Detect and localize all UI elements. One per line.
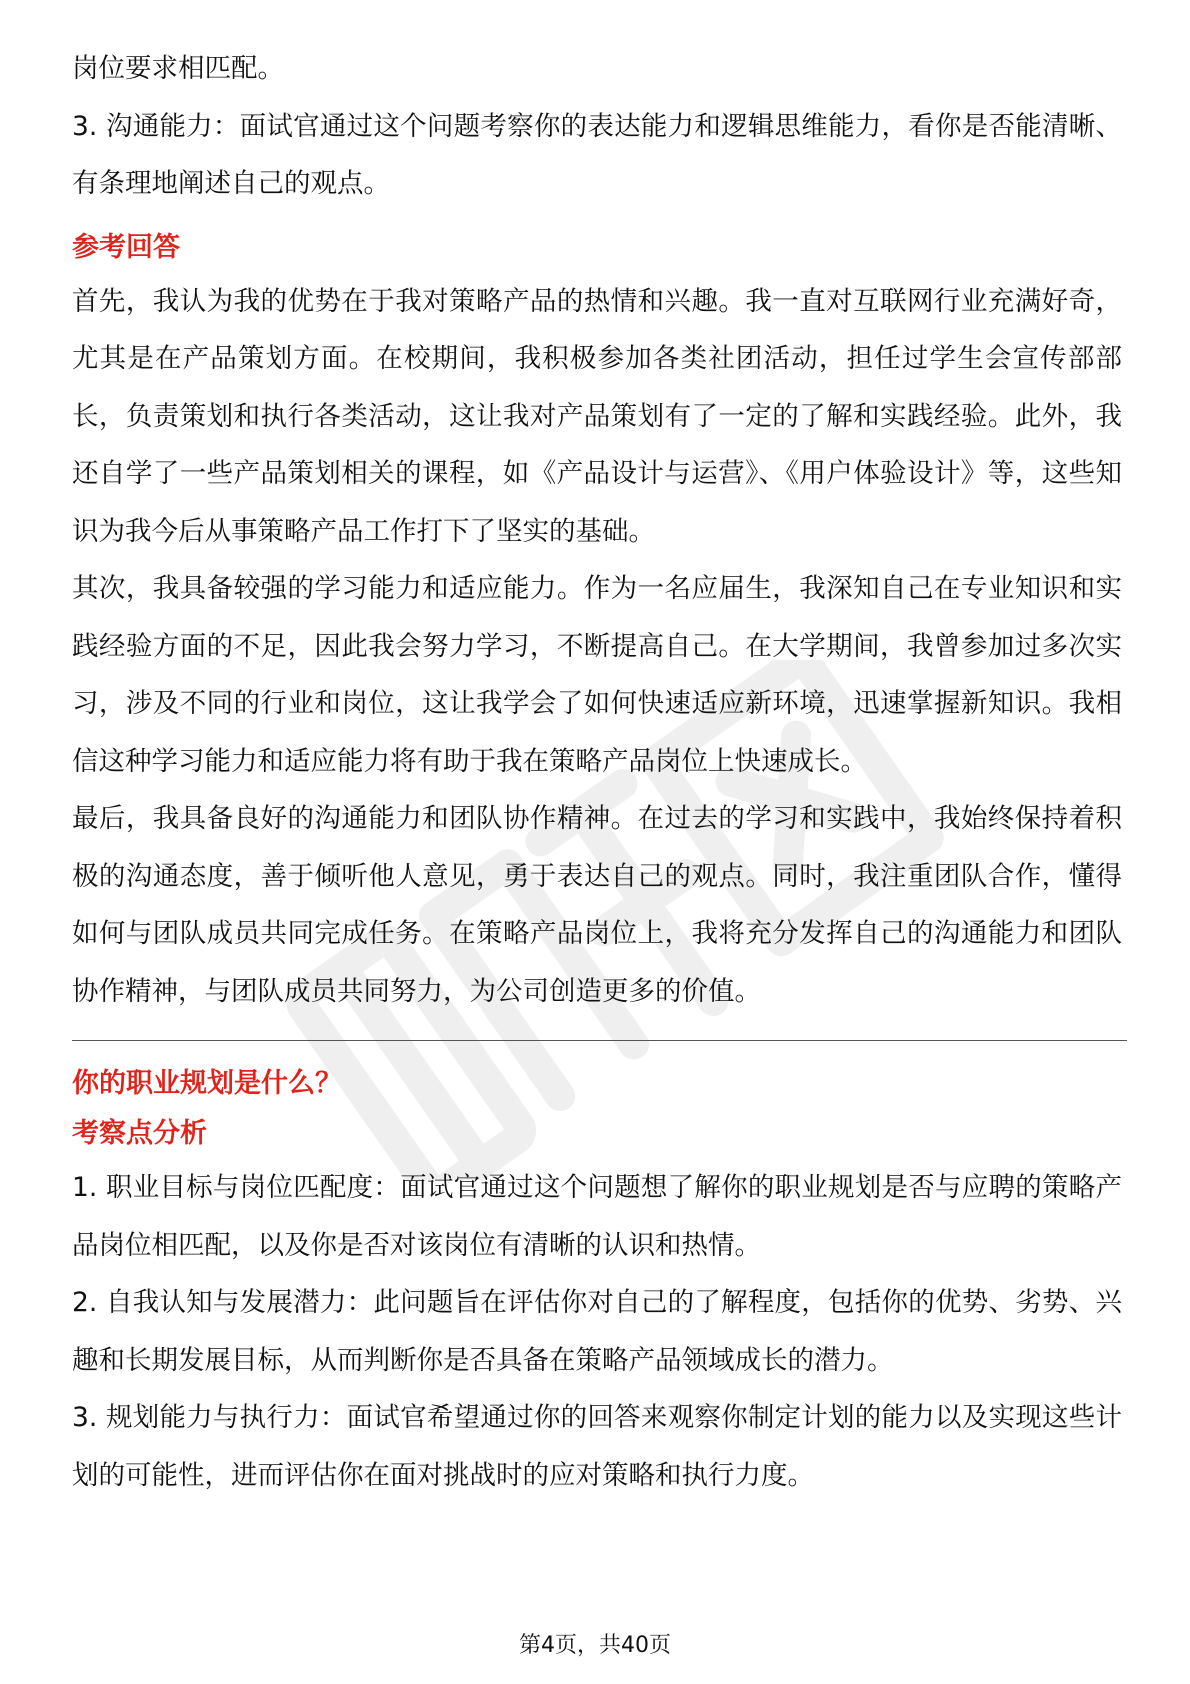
paragraph-communication: 3. 沟通能力：面试官通过这个问题考察你的表达能力和逻辑思维能力，看你是否能清晰、有条理地阐述自己的观点。 <box>72 110 1122 199</box>
question-title: 你的职业规划是什么？ <box>72 1068 342 1099</box>
analysis-heading: 考察点分析 <box>72 1118 207 1149</box>
document-body <box>72 40 1122 1504</box>
section-career-plan <box>72 1059 1122 1504</box>
analysis-point-3: 3. 规划能力与执行力：面试官希望通过你的回答来观察你制定计划的能力以及实现这些计划的可能性，进而评估你在面对挑战时的应对策略和执行力度。 <box>72 1402 1122 1491</box>
section-communication-tail <box>72 40 1122 213</box>
analysis-point-1: 1. 职业目标与岗位匹配度：面试官通过这个问题想了解你的职业规划是否与应聘的策略产品岗位相匹配，以及你是否对该岗位有清晰的认识和热情。 <box>72 1172 1122 1261</box>
analysis-point-2: 2. 自我认知与发展潜力：此问题旨在评估你对自己的了解程度，包括你的优势、劣势、兴趣和长期发展目标，从而判断你是否具备在策略产品领域成长的潜力。 <box>72 1287 1122 1376</box>
answer-paragraph-first: 首先，我认为我的优势在于我对策略产品的热情和兴趣。我一直对互联网行业充满好奇，尤其是在产品策划方面。在校期间，我积极参加各类社团活动，担任过学生会宣传部部长，负责策划和执行各类活动，这让我对产品策划有了一定的了解和实践经验。此外，我还自学了一些产品策划相关的课程，如《产品设计与运营》、《用户体验设计》等，这些知识为我今后从事策略产品工作打下了坚实的基础。 <box>72 285 1122 547</box>
page-number: 第4页，共40页 <box>519 1633 671 1658</box>
reference-answer-heading: 参考回答 <box>72 231 180 263</box>
section-reference-answer <box>72 223 1122 1021</box>
answer-paragraph-last: 最后，我具备良好的沟通能力和团队协作精神。在过去的学习和实践中，我始终保持着积极的沟通态度，善于倾听他人意见，勇于表达自己的观点。同时，我注重团队合作，懂得如何与团队成员共同完成任务。在策略产品岗位上，我将充分发挥自己的沟通能力和团队协作精神，与团队成员共同努力，为公司创造更多的价值。 <box>72 803 1122 1007</box>
section-divider <box>72 1040 1127 1041</box>
answer-paragraph-second: 其次，我具备较强的学习能力和适应能力。作为一名应届生，我深知自己在专业知识和实践经验方面的不足，因此我会努力学习，不断提高自己。在大学期间，我曾参加过多次实习，涉及不同的行业和岗位，这让我学会了如何快速适应新环境，迅速掌握新知识。我相信这种学习能力和适应能力将有助于我在策略产品岗位上快速成长。 <box>72 573 1122 777</box>
paragraph-line: 岗位要求相匹配。 <box>72 53 284 84</box>
